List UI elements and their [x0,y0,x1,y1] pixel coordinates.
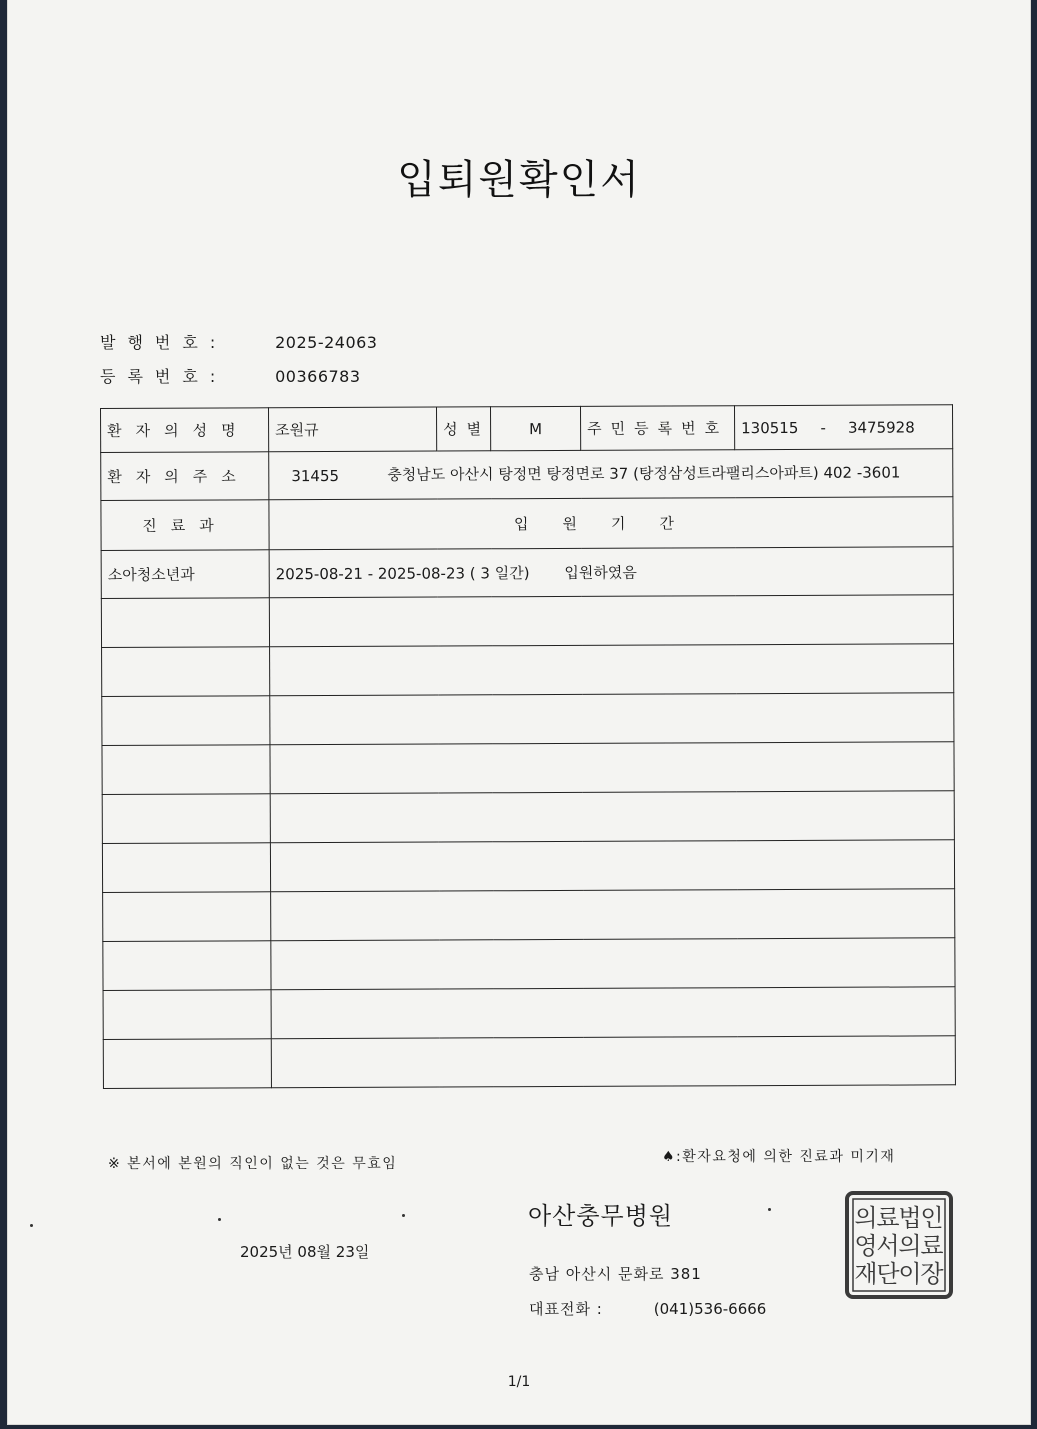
table-row [103,889,955,942]
table-row [102,840,954,893]
svg-text:의: 의 [854,1204,878,1232]
svg-text:재: 재 [854,1260,878,1288]
address-value: 충청남도 아산시 탕정면 탕정면로 37 (탕정삼성트라팰리스아파트) 402 -3601 [387,463,901,484]
admission-table [100,404,956,1089]
empty-cell [270,693,954,745]
svg-text:료: 료 [876,1204,900,1232]
registration-number-value: 00366783 [275,367,361,386]
svg-text:법: 법 [898,1204,922,1232]
dept-omission-note: ♠:환자요청에 의한 진료과 미기재 [662,1149,896,1165]
issue-number-value: 2025-24063 [275,333,378,352]
empty-cell [102,696,270,746]
period-header: 입원기간 [269,497,953,550]
hospital-address: 충남 아산시 문화로 381 [529,1265,702,1283]
rrn-value [734,405,952,450]
document-page [8,0,1030,1424]
speck [30,1224,33,1227]
hospital-phone-row [529,1298,766,1319]
rrn-dash: - [820,418,826,437]
patient-address-cell [269,449,953,500]
table-row [103,987,955,1040]
empty-cell [103,990,271,1040]
period-cell [269,547,953,598]
empty-cell [102,745,270,795]
table-row [102,693,954,746]
empty-cell [271,1036,955,1088]
speck [402,1214,405,1217]
empty-cell [102,794,270,844]
empty-cell [103,941,271,991]
table-row [103,938,955,991]
empty-cell [101,598,269,648]
table-row [102,644,954,697]
sex-label: 성별 [436,407,490,451]
empty-cell [270,742,954,794]
patient-name-row [101,405,953,453]
issue-date: 2025년 08월 23일 [240,1243,370,1261]
speck [768,1208,771,1211]
empty-cell [270,840,954,892]
table-row [101,595,953,648]
document-title: 입퇴원확인서 [397,157,641,203]
table-row [103,1036,955,1089]
registration-number-label: 등록번호: [100,367,228,386]
table-header-row [101,497,953,551]
patient-address-label: 환자의주소 [101,452,269,501]
empty-cell [102,647,270,697]
svg-text:인: 인 [920,1204,944,1232]
issue-number-row [100,330,377,353]
empty-cell [271,938,955,990]
empty-cell [271,987,955,1039]
registration-number-row [100,364,361,387]
svg-text:단: 단 [876,1260,900,1288]
issue-number-label: 발행번호: [100,333,228,352]
dept-cell: 소아청소년과 [101,550,269,599]
period-value: 2025-08-21 - 2025-08-23 ( 3 일간) [275,564,530,584]
empty-cell [103,1039,271,1089]
patient-name-label: 환자의성명 [101,408,269,453]
rrn-back: 3475928 [847,417,915,437]
svg-text:의: 의 [898,1232,922,1260]
empty-cell [269,595,953,647]
postcode-value: 31455 [291,466,340,485]
validity-note: ※ 본서에 본원의 직인이 없는 것은 무효임 [108,1156,398,1172]
rrn-label: 주민등록번호 [580,406,734,451]
patient-name-value: 조원규 [269,407,437,452]
table-row [101,547,953,599]
svg-text:서: 서 [876,1232,900,1260]
empty-cell [271,889,955,941]
table-row [102,742,954,795]
empty-cell [103,892,271,942]
svg-text:장: 장 [920,1260,944,1288]
status-value: 입원하였음 [564,563,637,582]
sex-value: M [490,406,580,450]
speck [218,1218,221,1221]
phone-label: 대표전화 : [529,1300,603,1318]
dept-header: 진료과 [101,500,269,551]
rrn-front: 130515 [741,418,799,437]
official-seal-icon [844,1190,954,1300]
empty-cell [270,791,954,843]
empty-cell [102,843,270,893]
empty-cell [270,644,954,696]
svg-text:료: 료 [920,1232,944,1260]
table-row [102,791,954,844]
svg-text:영: 영 [854,1232,878,1260]
patient-address-row [101,449,953,501]
svg-text:이: 이 [898,1260,922,1288]
hospital-name: 아산충무병원 [528,1202,674,1230]
phone-value: (041)536-6666 [653,1300,767,1318]
page-number: 1/1 [507,1374,531,1390]
